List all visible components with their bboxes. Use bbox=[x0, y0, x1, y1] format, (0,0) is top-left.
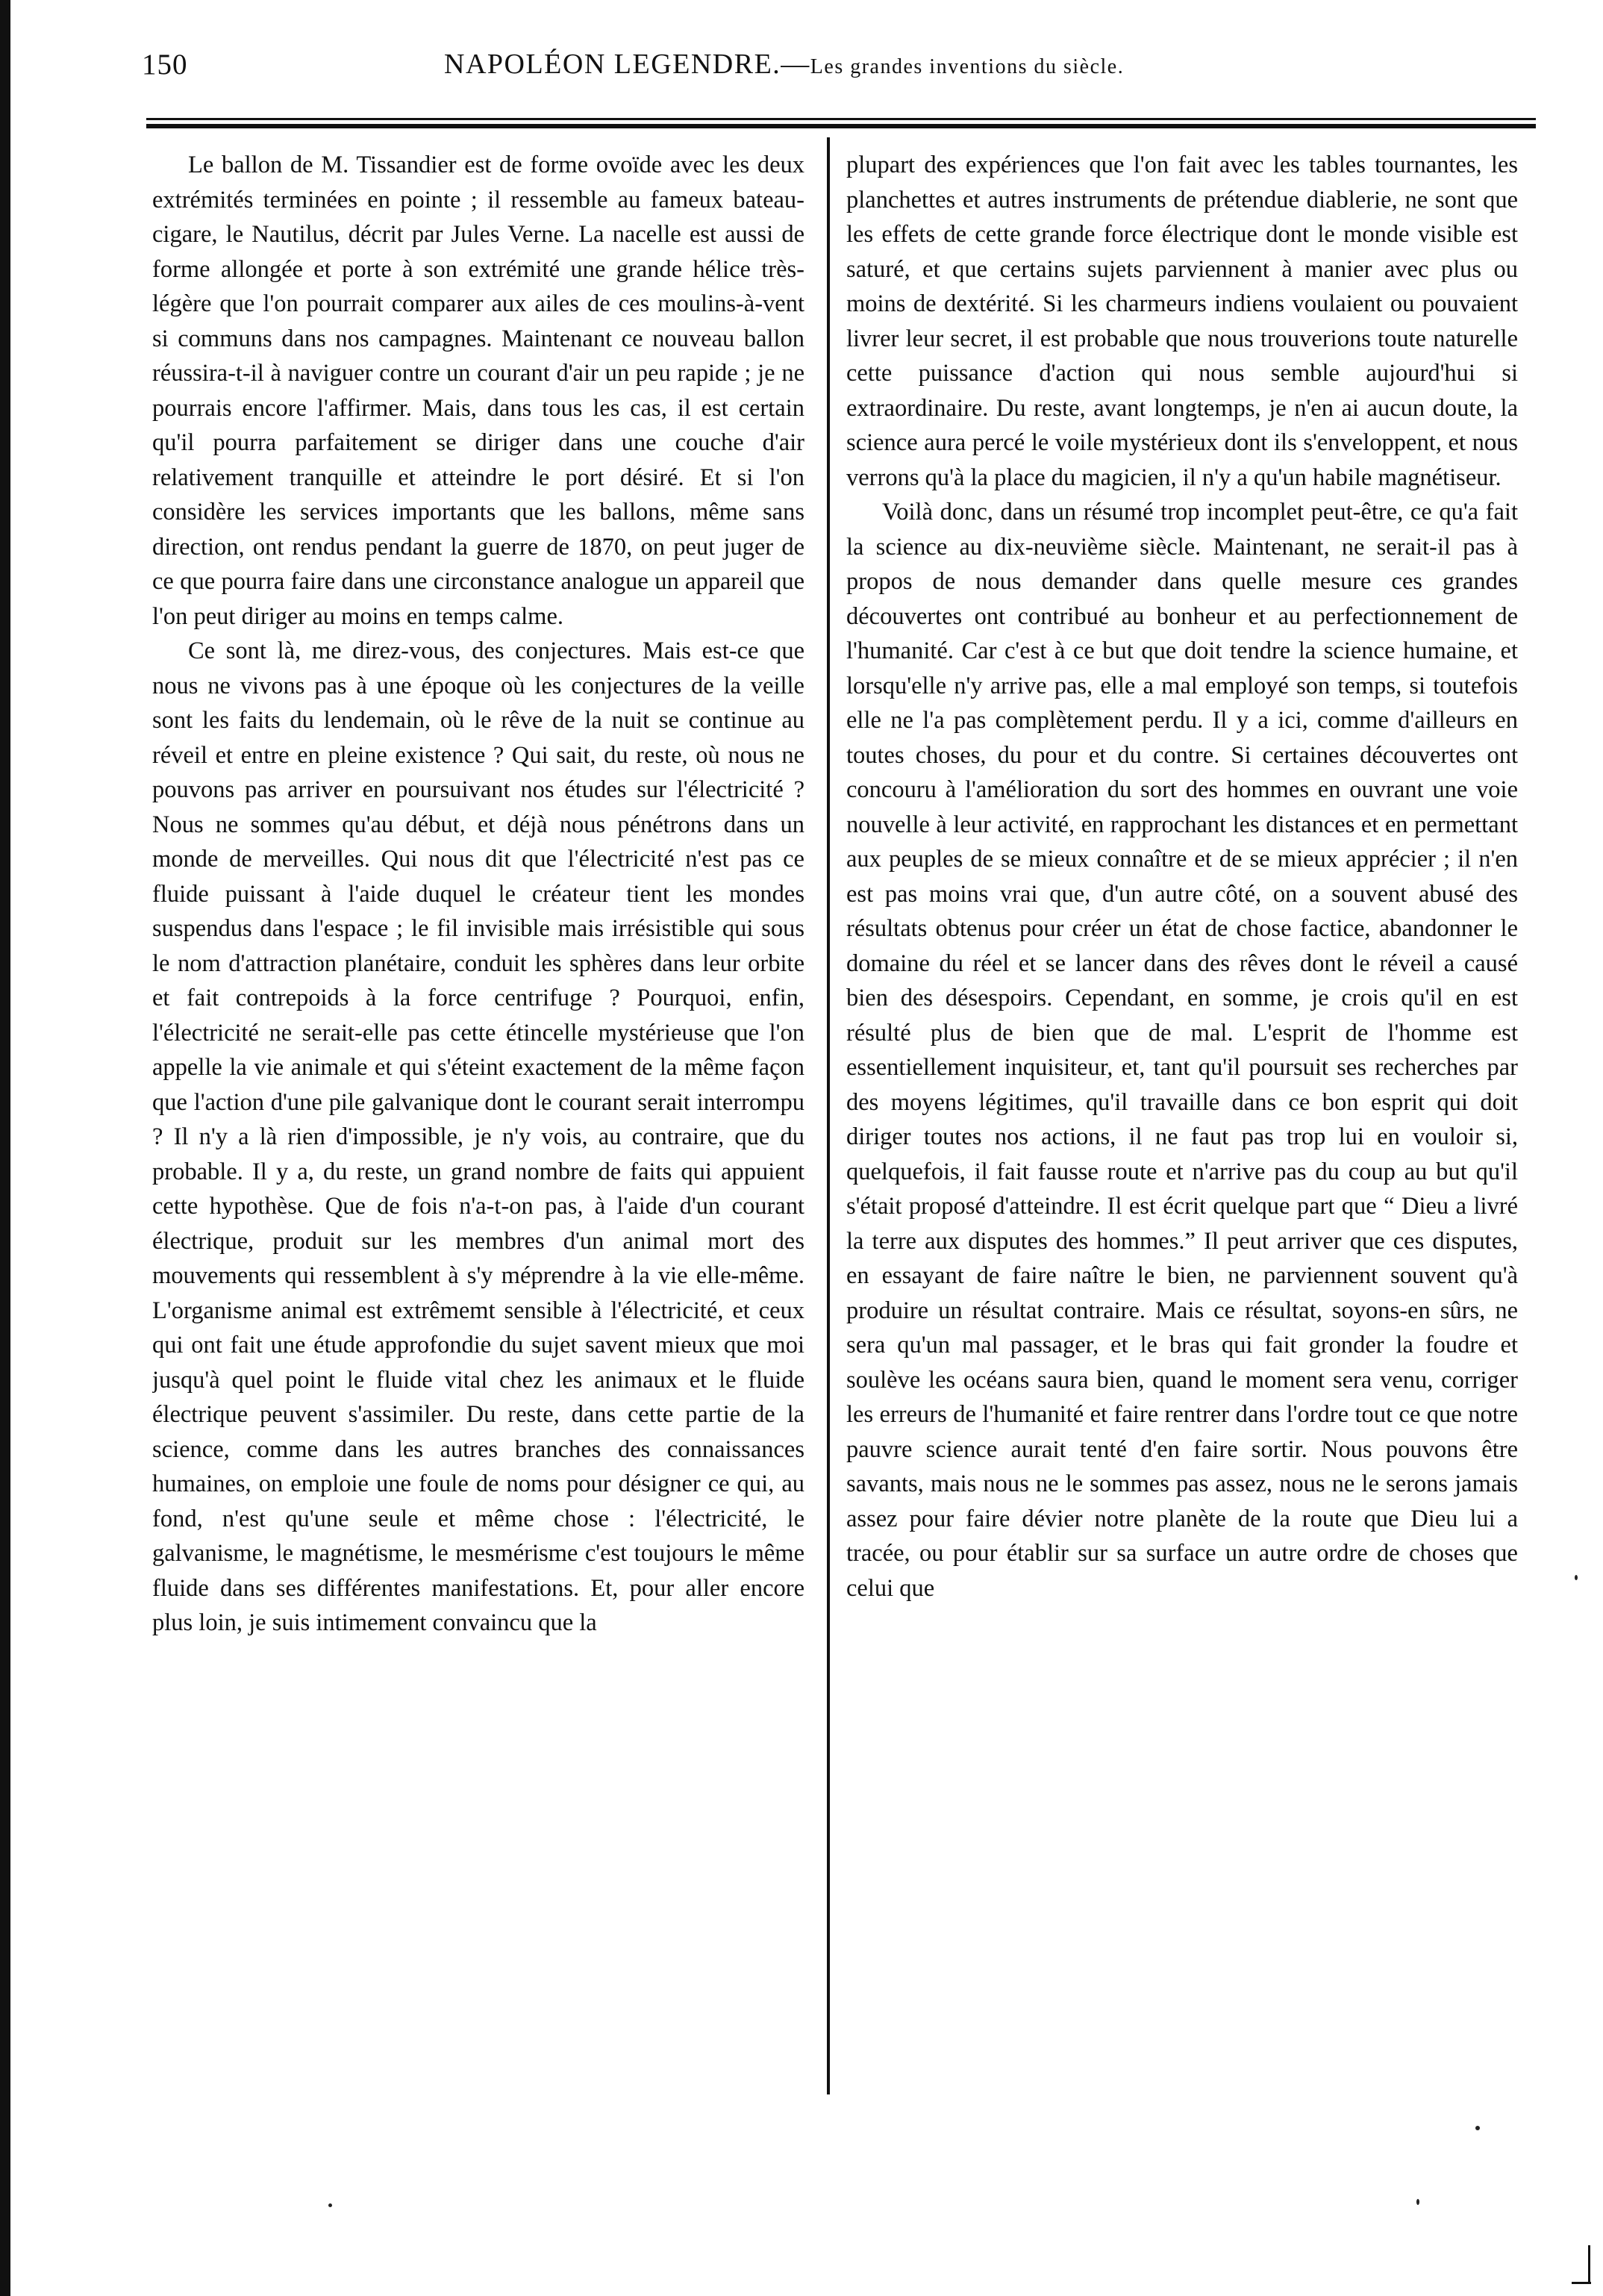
running-head bbox=[444, 48, 1124, 81]
left-column bbox=[152, 148, 804, 2088]
right-column bbox=[846, 148, 1518, 2088]
corner-mark bbox=[1588, 2245, 1590, 2284]
title-separator: — bbox=[781, 49, 810, 80]
scan-speck bbox=[1416, 2199, 1419, 2205]
header-rule-thick bbox=[146, 124, 1536, 128]
page-number: 150 bbox=[142, 49, 188, 81]
paragraph: Voilà donc, dans un résumé trop incomplet peut-être, ce qu'a fait la science au dix-neuvième siècle. Maintenant, ne serait-il pas à propos de nous demander dans quelle mesure ces grandes découvertes ont contribué au bonheur et au perfectionnement de l'humanité. Car c'est à ce but que doit tendre la science humaine, et lorsqu'elle n'y arrive pas, elle a mal employé son temps, si toutefois elle ne l'a pas complètement perdu. Il y a ici, comme d'ailleurs en toutes choses, du pour et du contre. Si certaines découvertes ont concouru à l'amélioration du sort des hommes en ouvrant une voie nouvelle à leur activité, en rapprochant les distances et en permettant aux peuples de se mieux connaître et de se mieux apprécier ; il n'en est pas moins vrai que, d'un autre côté, on a souvent abusé des résultats obtenus pour créer un état de chose factice, abandonner le domaine du réel et se lancer dans des rêves dont le réveil a causé bien des désespoirs. Cependant, en somme, je crois qu'il en est résulté plus de bien que de mal. L'esprit de l'homme est essentiellement inquisiteur, et, tant qu'il poursuit ses recherches par des moyens légitimes, qu'il travaille dans ce bon esprit qui doit diriger toutes nos actions, il ne faut pas trop lui en vouloir si, quelquefois, il fait fausse route et n'arrive pas du coup au but qu'il s'était proposé d'atteindre. Il est écrit quelque part que “ Dieu a livré la terre aux disputes des hommes.” Il peut arriver que ces disputes, en essayant de faire naître le bien, ne parviennent souvent qu'à produire un résultat contraire. Mais ce résultat, soyons-en sûrs, ne sera qu'un mal passager, et le bras qui fait gronder la foudre et soulève les océans saura bien, quand le moment sera venu, corriger les erreurs de l'humanité et faire rentrer dans l'ordre tout ce que notre pauvre science aurait tenté d'en faire sortir. Nous pouvons être savants, mais nous ne le sommes pas assez, nous ne le serons jamais assez pour faire dévier notre planète de la route que Dieu lui a tracée, ou pour établir sur sa surface un autre ordre de choses que celui que bbox=[846, 499, 1518, 1602]
running-header bbox=[142, 48, 1552, 94]
paragraph: Ce sont là, me direz-vous, des conjectures. Mais est-ce que nous ne vivons pas à une époque où les conjectures de la veille sont les faits du lendemain, où le rêve de la nuit se continue au réveil et entre en pleine existence ? Qui sait, du reste, où nous ne pouvons pas arriver en poursuivant nos études sur l'électricité ? Nous ne sommes qu'au début, et déjà nous pénétrons dans un monde de merveilles. Qui nous dit que l'électricité n'est pas ce fluide puissant à l'aide duquel le créateur tient les mondes suspendus dans l'espace ; le fil invisible mais irrésistible qui sous le nom d'attraction planétaire, conduit les sphères dans leur orbite et fait contrepoids à la force centrifuge ? Pourquoi, enfin, l'électricité ne serait-elle pas cette étincelle mystérieuse que l'on appelle la vie animale et qui s'éteint exactement de la même façon que l'action d'une pile galvanique dont le courant serait interrompu ? Il n'y a là rien d'impossible, je n'y vois, au contraire, que du probable. Il y a, du reste, un grand nombre de faits qui appuient cette hypothèse. Que de fois n'a-t-on pas, à l'aide d'un courant électrique, produit sur les membres d'un animal mort des mouvements qui ressemblent à s'y méprendre à la vie elle-même. L'organisme animal est extrêmemt sensible à l'électricité, et ceux qui ont fait une étude approfondie du sujet savent mieux que moi jusqu'à quel point le fluide vital chez les animaux et le fluide électrique peuvent s'assimiler. Du reste, dans cette partie de la science, comme dans les autres branches des connaissances humaines, on emploie une foule de noms pour désigner ce qui, au fond, n'est qu'une seule et même chose : l'électricité, le galvanisme, le magnétisme, le mesmérisme c'est toujours le même fluide dans ses différentes manifestations. Et, pour aller encore plus loin, je suis intimement convaincu que la bbox=[152, 637, 804, 1636]
scan-edge-rule bbox=[0, 0, 10, 2296]
section-title: Les grandes inventions du siècle. bbox=[810, 55, 1125, 78]
scan-speck bbox=[328, 2203, 332, 2207]
paragraph: Le ballon de M. Tissandier est de forme ovoïde avec les deux extrémités terminées en pointe ; il ressemble au fameux bateau-cigare, le Nautilus, décrit par Jules Verne. La nacelle est aussi de forme allongée et porte à son extrémité une grande hélice très-légère que l'on pourrait comparer aux ailes de ces moulins-à-vent si communs dans nos campagnes. Maintenant ce nouveau ballon réussira-t-il à naviguer contre un courant d'air un peu rapide ; je ne pourrais encore l'affirmer. Mais, dans tous les cas, il est certain qu'il pourra parfaitement se diriger dans une couche d'air relativement tranquille et atteindre le port désiré. Et si l'on considère les services importants que les ballons, même sans direction, ont rendus pendant la guerre de 1870, on peut juger de ce que pourra faire dans une circonstance analogue un appareil que l'on peut diriger au moins en temps calme. bbox=[152, 152, 804, 630]
header-rule-thin bbox=[146, 118, 1536, 120]
corner-mark bbox=[1572, 2282, 1591, 2284]
paragraph-continued: plupart des expériences que l'on fait avec les tables tournantes, les planchettes et autres instruments de prétendue diablerie, ne sont que les effets de cette grande force électrique dont le monde visible est saturé, et que certains sujets parviennent à manier avec plus ou moins de dextérité. Si les charmeurs indiens voulaient ou pouvaient livrer leur secret, il est probable que nous trouverions toute naturelle cette puissance d'action qui nous semble aujourd'hui si extraordinaire. Du reste, avant longtemps, je n'en ai aucun doute, la science aura percé le voile mystérieux dont ils s'enveloppent, et nous verrons qu'à la place du magicien, il n'y a qu'un habile magnétiseur. bbox=[846, 152, 1518, 491]
scan-speck bbox=[1575, 1575, 1578, 1580]
column-divider bbox=[827, 137, 830, 2094]
author-name: NAPOLÉON LEGENDRE. bbox=[444, 49, 781, 80]
scan-speck bbox=[1475, 2126, 1480, 2130]
